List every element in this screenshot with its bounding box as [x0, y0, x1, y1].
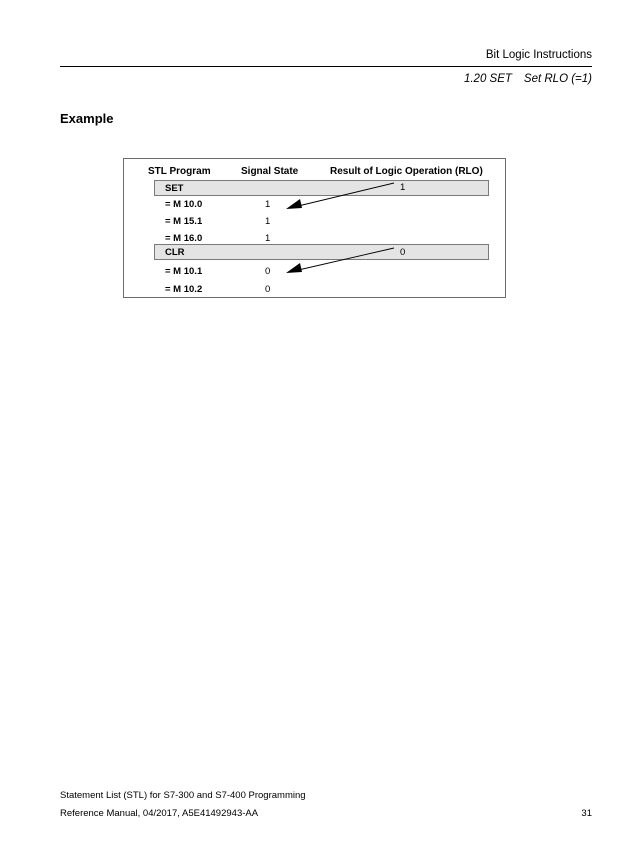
section-number: 1.20 SET	[463, 73, 512, 85]
footer-manual-info: Reference Manual, 04/2017, A5E41492943-AA	[60, 808, 259, 819]
signal-state-value: 1	[265, 199, 271, 210]
arrow-set-to-signal	[286, 183, 394, 209]
stl-statement: = M 10.0	[165, 199, 203, 210]
signal-state-value: 1	[265, 216, 271, 227]
instruction-label: SET	[165, 183, 184, 194]
stl-statement: = M 15.1	[165, 216, 203, 227]
column-header-signal-state: Signal State	[241, 166, 299, 177]
section-heading: Example	[60, 111, 114, 126]
column-header-stl-program: STL Program	[148, 166, 211, 177]
header-subtitle	[464, 73, 592, 85]
rlo-arrows	[124, 159, 507, 299]
stl-statement: = M 10.1	[165, 266, 203, 277]
section-name: Set RLO (=1)	[523, 73, 592, 85]
rlo-value: 1	[400, 182, 406, 193]
rlo-value: 0	[400, 247, 406, 258]
arrow-clr-to-signal	[286, 248, 394, 273]
signal-state-value: 1	[265, 233, 271, 244]
stl-statement: = M 10.2	[165, 284, 203, 295]
header-rule	[60, 66, 592, 67]
instruction-label: CLR	[165, 247, 185, 258]
page-number: 31	[581, 808, 592, 819]
stl-statement: = M 16.0	[165, 233, 203, 244]
column-header-rlo: Result of Logic Operation (RLO)	[330, 166, 483, 177]
stl-example-figure	[123, 158, 506, 298]
signal-state-value: 0	[265, 284, 271, 295]
signal-state-value: 0	[265, 266, 271, 277]
header-title: Bit Logic Instructions	[485, 49, 592, 61]
footer-document-title: Statement List (STL) for S7-300 and S7-400 Programming	[60, 790, 306, 801]
